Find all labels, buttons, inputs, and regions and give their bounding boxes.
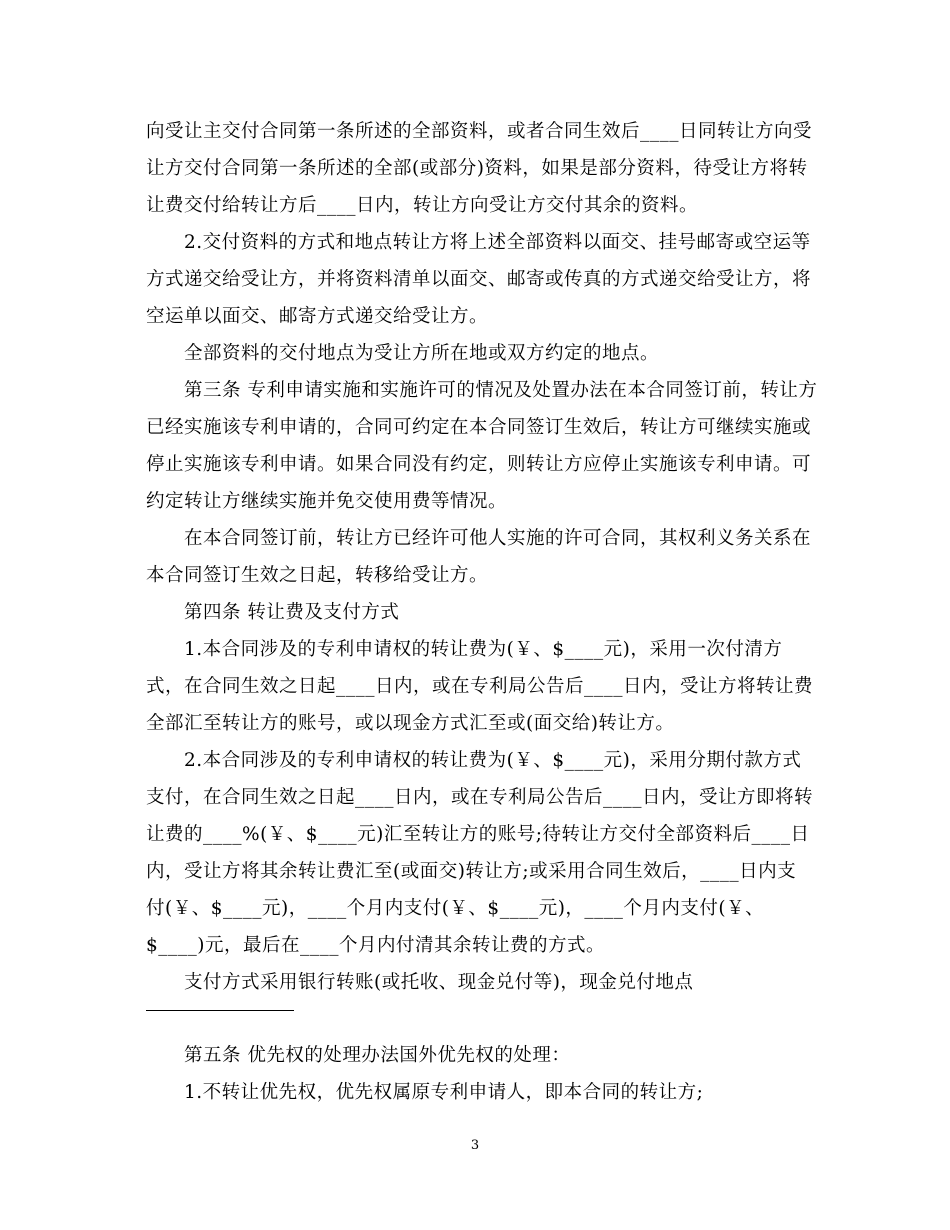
paragraph-line: 方式递交给受让方，并将资料清单以面交、邮寄或传真的方式递交给受让方，将 (146, 269, 812, 290)
paragraph-line: 1.不转让优先权，优先权属原专利申请人，即本合同的转让方; (184, 1082, 704, 1103)
paragraph-line: 式，在合同生效之日起____日内，或在专利局公告后____日内，受让方将转让费 (146, 676, 814, 697)
paragraph-line: 让费的____%(￥、$____元)汇至转让方的账号;待转让方交付全部资料后____日 (146, 824, 810, 845)
paragraph-line: 空运单以面交、邮寄方式递交给受让方。 (146, 306, 489, 327)
paragraph-line: 在本合同签订前，转让方已经许可他人实施的许可合同，其权利义务关系在 (184, 528, 812, 549)
paragraph-line: 全部汇至转让方的账号，或以现金方式汇至或(面交给)转让方。 (146, 713, 675, 734)
paragraph-line: 支付方式采用银行转账(或托收、现金兑付等)，现金兑付地点 (184, 972, 694, 993)
paragraph-line: $____)元，最后在____个月内付清其余转让费的方式。 (146, 935, 605, 956)
paragraph-line: 第三条 专利申请实施和实施许可的情况及处置办法在本合同签订前，转让方 (184, 380, 818, 401)
paragraph-line: 付(￥、$____元)，____个月内支付(￥、$____元)，____个月内支付(￥、 (146, 898, 765, 919)
paragraph-line: 支付，在合同生效之日起____日内，或在专利局公告后____日内，受让方即将转 (146, 787, 814, 808)
paragraph-line: 全部资料的交付地点为受让方所在地或双方约定的地点。 (184, 343, 660, 364)
page-number: 3 (470, 1138, 480, 1153)
blank-underline (146, 1010, 294, 1011)
paragraph-line: 约定转让方继续实施并免交使用费等情况。 (146, 491, 508, 512)
paragraph-line: 本合同签订生效之日起，转移给受让方。 (146, 565, 489, 586)
section-heading: 第四条 转让费及支付方式 (184, 602, 400, 623)
paragraph-line: 已经实施该专利申请的，合同可约定在本合同签订生效后，转让方可继续实施或 (146, 417, 812, 438)
paragraph-line: 向受让主交付合同第一条所述的全部资料，或者合同生效后____日同转让方向受 (146, 121, 813, 142)
section-heading: 第五条 优先权的处理办法国外优先权的处理： (184, 1045, 571, 1066)
paragraph-line: 让费交付给转让方后____日内，转让方向受让方交付其余的资料。 (146, 195, 699, 216)
paragraph-line: 2.交付资料的方式和地点转让方将上述全部资料以面交、挂号邮寄或空运等 (184, 232, 811, 253)
paragraph-line: 1.本合同涉及的专利申请权的转让费为(￥、$____元)，采用一次付清方 (184, 639, 783, 660)
paragraph-line: 停止实施该专利申请。如果合同没有约定，则转让方应停止实施该专利申请。可 (146, 454, 812, 475)
paragraph-line: 2.本合同涉及的专利申请权的转让费为(￥、$____元)，采用分期付款方式 (184, 750, 802, 771)
paragraph-line: 内，受让方将其余转让费汇至(或面交)转让方;或采用合同生效后，____日内支 (146, 861, 797, 882)
paragraph-line: 让方交付合同第一条所述的全部(或部分)资料，如果是部分资料，待受让方将转 (146, 158, 808, 179)
